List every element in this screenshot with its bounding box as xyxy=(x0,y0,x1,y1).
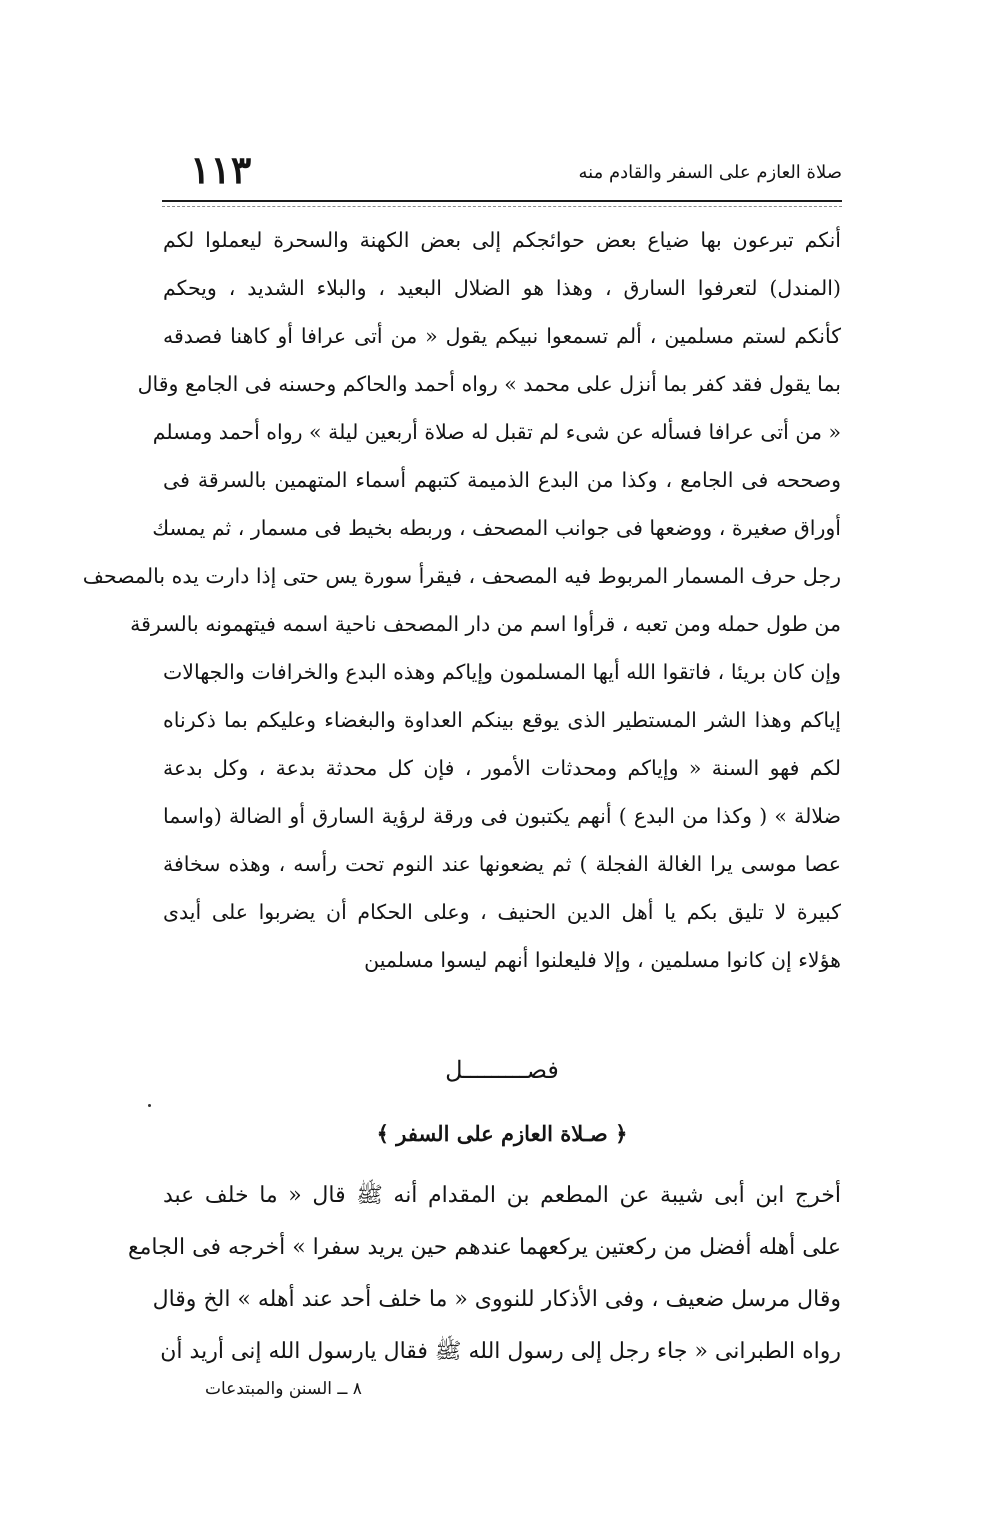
text-line: أخرج ابن أبى شيبة عن المطعم بن المقدام أنه ﷺ قال « ما خلف عبد xyxy=(163,1183,841,1208)
text-line: « من أتى عرافا فسأله عن شىء لم تقبل له صلاة أربعين ليلة » رواه أحمد ومسلم xyxy=(152,420,841,444)
text-line: أنكم تبرعون بها ضياع بعض حوائجكم إلى بعض الكهنة والسحرة ليعملوا لكم xyxy=(163,228,841,252)
text-line: (المندل) لتعرفوا السارق ، وهذا هو الضلال البعيد ، والبلاء الشديد ، ويحكم xyxy=(163,276,841,300)
running-header xyxy=(162,147,842,194)
header-rule-secondary xyxy=(162,206,842,207)
running-header-title: صلاة العازم على السفر والقادم منه xyxy=(578,162,842,183)
text-line: كأنكم لستم مسلمين ، ألم تسمعوا نبيكم يقول « من أتى عرافا أو كاهنا فصدقه xyxy=(163,324,841,348)
page-number: ١١٣ xyxy=(190,147,252,192)
text-line: عصا موسى يرا الغالة الفجلة ) ثم يضعونها عند النوم تحت رأسه ، وهذه سخافة xyxy=(163,852,841,876)
section-divider: فصـــــــــل xyxy=(445,1056,559,1084)
text-line: وقال مرسل ضعيف ، وفى الأذكار للنووى « ما خلف أحد عند أهله » الخ وقال xyxy=(152,1287,841,1312)
signature-mark: ٨ ــ السنن والمبتدعات xyxy=(205,1379,362,1399)
text-line: من طول حمله ومن تعبه ، قرأوا اسم من دار المصحف ناحية اسمه فيتهمونه بالسرقة xyxy=(130,612,841,636)
text-line: رواه الطبرانى « جاء رجل إلى رسول الله ﷺ فقال يارسول الله إنى أريد أن xyxy=(160,1339,841,1364)
text-line: بما يقول فقد كفر بما أنزل على محمد » رواه أحمد والحاكم وحسنه فى الجامع وقال xyxy=(137,372,841,396)
text-line: على أهله أفضل من ركعتين يركعهما عندهم حين يريد سفرا » أخرجه فى الجامع xyxy=(127,1235,841,1260)
header-rule xyxy=(162,200,842,202)
text-line: وصححه فى الجامع ، وكذا من البدع الذميمة كتبهم أسماء المتهمين بالسرقة فى xyxy=(163,468,841,492)
text-line: أوراق صغيرة ، ووضعها فى جوانب المصحف ، وربطه بخيط فى مسمار ، ثم يمسك xyxy=(152,516,841,540)
text-line: إياكم وهذا الشر المستطير الذى يوقع بينكم العداوة والبغضاء وعليكم بما ذكرناه xyxy=(163,708,841,732)
section-heading: ﴿ صـلاة العازم على السفر ﴾ xyxy=(376,1121,628,1146)
text-line: كبيرة لا تليق بكم يا أهل الدين الحنيف ، وعلى الحكام أن يضربوا على أيدى xyxy=(163,900,841,924)
body-paragraph xyxy=(82,216,841,984)
text-line: هؤلاء إن كانوا مسلمين ، وإلا فليعلنوا أنهم ليسوا مسلمين xyxy=(364,948,841,972)
text-line: لكم فهو السنة « وإياكم ومحدثات الأمور ، فإن كل محدثة بدعة ، وكل بدعة xyxy=(163,756,841,780)
body-paragraph-2 xyxy=(127,1170,841,1378)
text-line: ضلالة » ( وكذا من البدع ) أنهم يكتبون فى ورقة لرؤية السارق أو الضالة (واسما xyxy=(163,804,841,828)
text-line: رجل حرف المسمار المربوط فيه المصحف ، فيقرأ سورة يس حتى إذا دارت يده بالمصحف xyxy=(82,564,841,588)
scan-speck xyxy=(148,1104,151,1107)
text-line: وإن كان بريئا ، فاتقوا الله أيها المسلمون وإياكم وهذه البدع والخرافات والجهالات xyxy=(163,660,841,684)
